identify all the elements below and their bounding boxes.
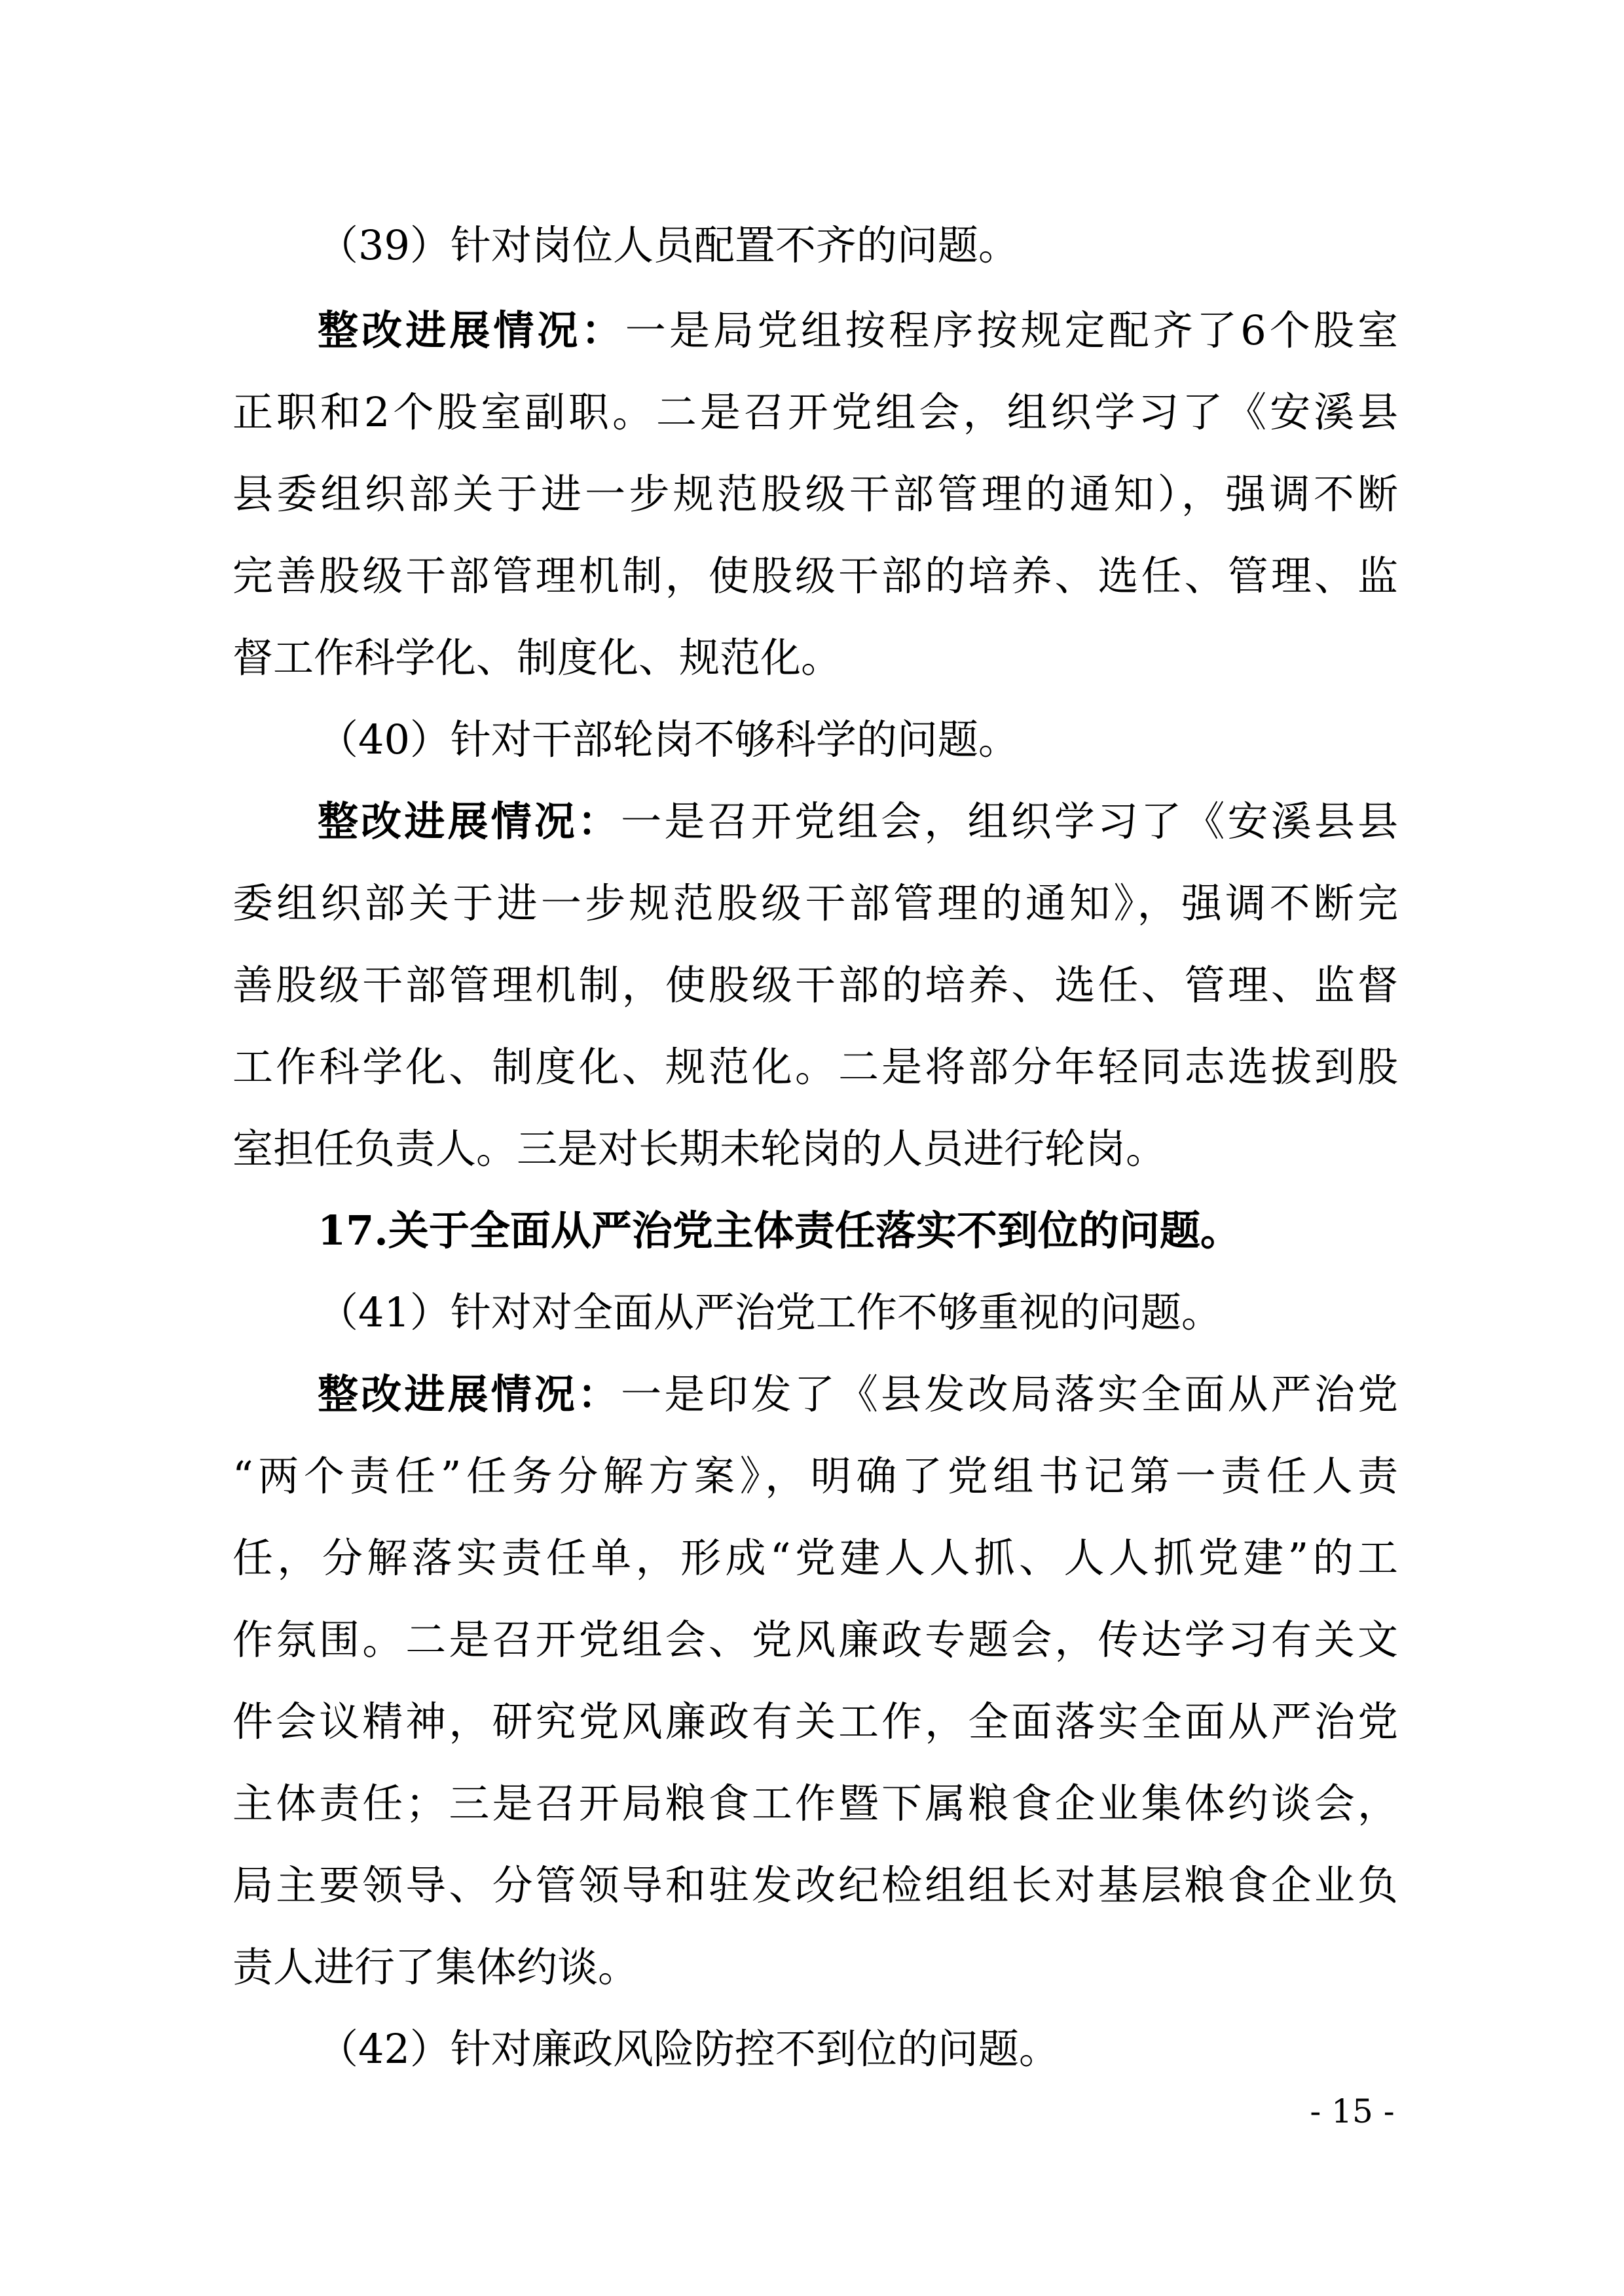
paragraph-line: 主体责任；三是召开局粮食工作暨下属粮食企业集体约谈会， — [232, 1779, 1398, 1827]
section-17-heading: 17.关于全面从严治党主体责任落实不到位的问题。 — [318, 1207, 1241, 1254]
paragraph-line: “两个责任”任务分解方案》，明确了党组书记第一责任人责 — [232, 1452, 1398, 1500]
item-39-heading: （39）针对岗位人员配置不齐的问题。 — [318, 221, 1019, 269]
progress-label: 整改进展情况： — [318, 1370, 621, 1418]
paragraph-line: 督工作科学化、制度化、规范化。 — [232, 634, 842, 682]
paragraph-line: 善股级干部管理机制，使股级干部的培养、选任、管理、监督 — [232, 961, 1398, 1009]
progress-label: 整改进展情况： — [318, 306, 625, 354]
item-40-heading: （40）针对干部轮岗不够科学的问题。 — [318, 716, 1019, 763]
progress-text: 一是印发了《县发改局落实全面从严治党 — [621, 1370, 1398, 1418]
paragraph-line: 任，分解落实责任单，形成“党建人人抓、人人抓党建”的工 — [232, 1534, 1398, 1582]
item-40-progress-line-1 — [318, 795, 1398, 848]
paragraph-line: 完善股级干部管理机制，使股级干部的培养、选任、管理、监 — [232, 552, 1398, 600]
paragraph-line: 责人进行了集体约谈。 — [232, 1943, 639, 1991]
item-41-heading: （41）针对对全面从严治党工作不够重视的问题。 — [318, 1288, 1222, 1336]
paragraph-line: 委组织部关于进一步规范股级干部管理的通知》，强调不断完 — [232, 879, 1398, 927]
item-39-progress-line-1 — [318, 304, 1398, 357]
paragraph-line: 县委组织部关于进一步规范股级干部管理的通知），强调不断 — [232, 470, 1398, 518]
paragraph-line: 局主要领导、分管领导和驻发改纪检组组长对基层粮食企业负 — [232, 1861, 1398, 1909]
progress-text: 一是召开党组会，组织学习了《安溪县县 — [621, 797, 1398, 845]
item-41-progress-line-1 — [318, 1368, 1398, 1421]
item-42-heading: （42）针对廉政风险防控不到位的问题。 — [318, 2025, 1060, 2073]
paragraph-line: 室担任负责人。三是对长期未轮岗的人员进行轮岗。 — [232, 1125, 1167, 1173]
paragraph-line: 工作科学化、制度化、规范化。二是将部分年轻同志选拔到股 — [232, 1043, 1398, 1091]
progress-text: 一是局党组按程序按规定配齐了6个股室 — [625, 306, 1398, 354]
page-number: - 15 - — [1310, 2092, 1395, 2130]
paragraph-line: 件会议精神，研究党风廉政有关工作，全面落实全面从严治党 — [232, 1698, 1398, 1745]
paragraph-line: 作氛围。二是召开党组会、党风廉政专题会，传达学习有关文 — [232, 1616, 1398, 1664]
paragraph-line: 正职和2个股室副职。二是召开党组会，组织学习了《安溪县 — [232, 388, 1398, 436]
progress-label: 整改进展情况： — [318, 797, 621, 845]
